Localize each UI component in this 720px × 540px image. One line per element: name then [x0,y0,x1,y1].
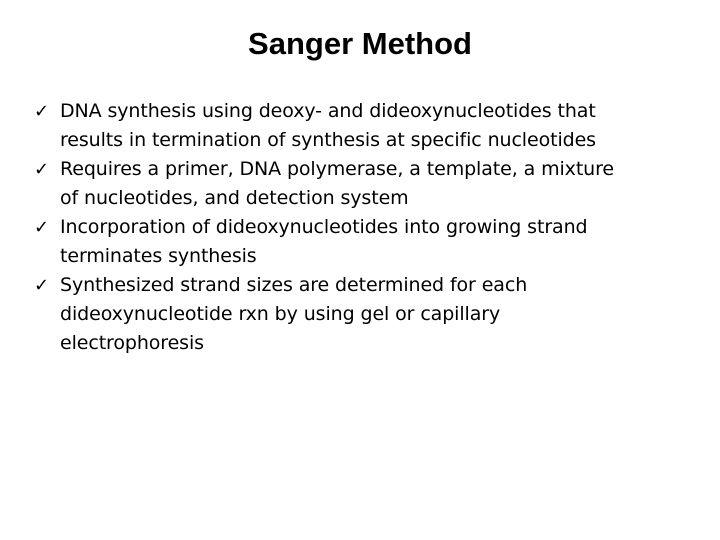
bullet-item [32,155,692,213]
check-icon: ✓ [34,217,49,238]
bullet-line: Requires a primer, DNA polymerase, a template, a mixture [60,158,614,180]
bullet-line: of nucleotides, and detection system [60,187,409,209]
bullet-list [32,97,692,358]
bullet-line: terminates synthesis [60,245,257,267]
bullet-item [32,97,692,155]
bullet-line: electrophoresis [60,332,204,354]
bullet-line: results in termination of synthesis at specific nucleotides [60,129,596,151]
check-icon: ✓ [34,101,49,122]
bullet-line: dideoxynucleotide rxn by using gel or capillary [60,303,501,325]
bullet-line: Synthesized strand sizes are determined for each [60,274,528,296]
slide-title: Sanger Method [248,26,472,61]
bullet-item [32,213,692,271]
check-icon: ✓ [34,275,49,296]
bullet-item [32,271,692,358]
check-icon: ✓ [34,159,49,180]
bullet-line: DNA synthesis using deoxy- and dideoxynucleotides that [60,100,596,122]
bullet-line: Incorporation of dideoxynucleotides into growing strand [60,216,588,238]
